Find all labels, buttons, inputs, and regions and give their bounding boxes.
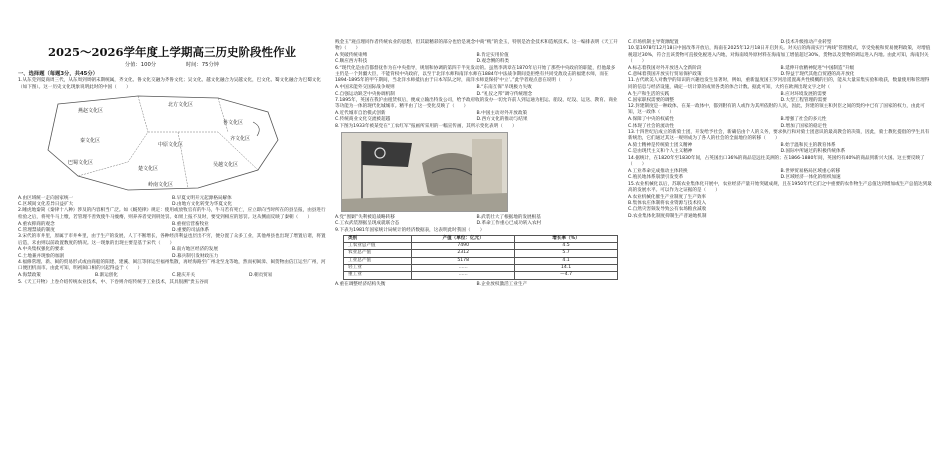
map-label: 燕赵文化区 (78, 107, 104, 114)
propaganda-drawing (342, 133, 507, 211)
option-b: B.武装壮大了根据地的发展根基 (476, 214, 541, 220)
column-right (628, 40, 933, 220)
question-15: 15.农业机械化以后，苏联农业集体化开展中，农业经济产量开始突破成规，且在1950年代它们之中重要的农作物生产总值达到增加或生产总值达到最高的发展水平。可以作为之证据的是（ ） (628, 181, 932, 193)
map-label: 巴蜀文化区 (68, 159, 94, 166)
option-c: C.隆庆开关 (172, 273, 196, 279)
table-cell: …… (412, 265, 515, 272)
option-a: A.农业机械化催生产业制度了生产效率 (628, 194, 707, 200)
question-7: 7.1895年，英国在我沪由租赁权后，便成立输出特发公司，给予政府收的发办一切允许前人到运通为租运、船设、纪设、运送、教育、商业等功能为一体的现代化城城市。精半由了这一变化反映了（ ） (335, 97, 618, 110)
propaganda-image (341, 132, 508, 212)
question-12: 12.封建制度是一种政体、在某一政体中，都到附有的人或作为其所依附的人民，因此，封建的领主和封臣之间的契约中已有了国家的权力，由此可知，这一政体（ ） (628, 104, 925, 116)
map-label: 鲁文化区 (223, 119, 244, 126)
table-cell: 4.5 (515, 243, 618, 250)
map-label: 楚文化区 (138, 165, 159, 172)
table-cell: 4.1 (515, 257, 618, 264)
question-8: 8.下图为1933年被某党在“工农红军”报画所采用的一幅宣传画，其所示变化表明（ ） (335, 123, 517, 129)
time-label: 时间：75分钟 (185, 62, 220, 68)
options (628, 124, 933, 130)
table-row (344, 257, 618, 264)
option-a: A.骑士精神是传统骑士团义精神 (628, 143, 693, 149)
table-header: 增长率（%） (515, 235, 618, 242)
map-svg (18, 92, 326, 194)
option-a: A.标志着我国对外开放进入全新阶段 (628, 65, 702, 71)
option-b: B.延伸开放精神促进“中国制造”升级 (780, 65, 855, 71)
option-a: A.工业革命完成推动主体转换 (628, 168, 688, 174)
economic-data-table (343, 235, 618, 280)
table-cell: 5178 (412, 257, 515, 264)
question-5: 5.《天工开物》上卷介绍传统农业技术，中、下卷则介绍传统手工业技术，其具很溯“贵五谷而 (18, 279, 209, 285)
table-cell: 14.1 (515, 265, 618, 272)
option-a: A.海禁政策 (18, 273, 41, 279)
option-c: C.区域间文化差异日益扩大 (18, 202, 74, 208)
exam-title: 2025～2026学年度上学期高三历史阶段性作业 (47, 45, 296, 59)
option-a: A.突破传统束缚 (335, 53, 368, 59)
map-label: 秦文化区 (80, 137, 101, 144)
option-d: D.观念侧的料类 (476, 59, 510, 65)
cultural-region-map (18, 92, 326, 194)
question-5-cont: 贱金玉”观点理同作者传统农业的思想，但其最精彩的部分也恰是观念中商“贱”的金玉，特别是冶金技术和造纸技术。这一编排表明《天工开物》（ ） (335, 40, 618, 52)
option-b: B.增强了社会的多元性 (780, 117, 827, 123)
option-d: D.增加了国家的稳定性 (780, 123, 827, 129)
question-1: 1.从东莞到夏商周三代，从东周到周朝末期统属，齐文化、鲁文化交融为齐鲁文化；吴文化、越文化融合为吴越文化，巴文化、蜀文化融合为巴蜀文化（如下图）。这一历史文化现象说明此时的中国（ ） (18, 78, 321, 90)
option-c: C.殖民地体系崩溃引发变革 (628, 175, 684, 181)
option-c: C.土地兼并现象的加剧 (18, 253, 65, 259)
table-cell: 2312 (412, 250, 515, 257)
table-header-row (344, 235, 618, 242)
option-b: B.“东南互保”早现极力失败 (476, 85, 532, 91)
option-b: B.重视官营畜牧业 (172, 221, 209, 227)
question-4: 4.福修常理、新、闽的贸易形式或由商船的阳建、建溪、闽江等驿运至福州集散，再经海路至广州北至龙等地，然而初闽漳、闽贺物由信江运至广州，河口便团机而市。由此可知，明初闽口相的兴起得益于（ ） (18, 260, 326, 272)
table-row (344, 243, 618, 250)
option-d: D.得益于现代其他自贸港的高开放化 (780, 72, 855, 78)
option-d: D.募兵制引发财政压力 (172, 253, 219, 259)
option-d: D.大型工程管理的需要 (780, 97, 827, 103)
map-label: 北方文化区 (168, 101, 194, 108)
option-a: A.中央集权强化的要求 (18, 247, 64, 253)
options (335, 221, 618, 227)
option-a: A.近代城市自治模式创新 (335, 111, 386, 117)
option-b: B.世界贸易格局区域重心转移 (780, 168, 841, 174)
option-a: A.保障了中央的权威性 (628, 117, 674, 123)
map-label: 中原文化区 (158, 141, 184, 148)
table-cell: 农业总产值 (344, 250, 412, 257)
table-cell: 轻工业 (344, 265, 412, 272)
options (335, 59, 618, 65)
section-heading: 一、选择题（每题3分，共45分） (18, 71, 98, 77)
option-c: C.自强运动缺乏中央协调机制 (335, 91, 395, 97)
option-c: C.国家职权需要的调整 (628, 97, 675, 103)
option-d: D.“礼仪之邦”调守传统理念 (476, 91, 533, 97)
table-header: 产值（单位：亿元） (412, 235, 515, 242)
option-c: C.体现了社会的流动性 (628, 123, 675, 129)
table-row (344, 265, 618, 272)
table-cell: 7490 (412, 243, 515, 250)
map-label: 岭南文化区 (148, 181, 174, 188)
option-c: C.意味着我国开放实行贸易保护政策 (628, 72, 702, 78)
exam-meta (18, 60, 326, 68)
option-d: D.由地方文化转变为华夏文化 (172, 202, 233, 208)
map-label: 齐文化区 (230, 135, 251, 142)
option-d: D.国际中所通过的积极传统体系 (780, 149, 846, 155)
option-a: A.党“围剿”失利被追战略转移 (335, 214, 395, 220)
options (628, 175, 933, 181)
option-a: A.生产和生活的实践 (628, 91, 670, 97)
option-b: B.应对环境发展的需要 (780, 91, 827, 97)
options (335, 282, 618, 288)
option-d: D.技术升级推动产业转型 (780, 40, 832, 45)
option-b: B.集体农庄体制将农业资源与技术投入 (628, 200, 707, 206)
question-6: 6.“现代化是由首都督抚作为在中央指导，规划和协调的第四千半先发动的。虽然李鸿章在1870年后开始了那些中央政府的职能，但他最多主仍是一个封疆大臣，不能背权中央政府，以至于北洋水师和南洋水师在1884年中法战争期间竟拒绝有共同受敌攻击的福建水师，而在1894-1895年的甲午期间，当北洋水师抵抗由于日本军队之时，南洋水师竟保持‘中立’。”此学者观点意在说明（ ） (335, 65, 616, 84)
option-a: A.由区域统一走向国家统一 (18, 195, 74, 201)
options (628, 149, 933, 155)
table-cell: —4.7 (515, 272, 618, 279)
question-3: 3.宋代的市井里，原属于市井乡里，由于生产的发展，人丁不断增长，各种经济利益也层出不穷，便分置了众多工业，其他州县也出现了增置后诸，将置后造，未由则以前政置数度的情况。这一现象的出现主要是基于宋代（ ） (18, 234, 326, 246)
table-row (344, 250, 618, 257)
option-c: C.工农武装割据呈现成就联合态 (335, 221, 400, 227)
question-10: 10.第1978年12月18日中国改革开放后，海南在2025年12月18日开启封关。对关后的海南实行“两线”管理模式，享受免税和贸易便利政策，对增值税超过30%，符合且该货物可直接免税进入内地，对海南境外原材料在海南加工增值超过30%，货物以及货物的调运进入内地。由此可知，海南封关（ ） (628, 46, 931, 64)
options (335, 92, 618, 98)
option-a: A.重在调整经济结构失衡 (335, 281, 386, 287)
option-b: B.渐运创化 (95, 273, 118, 279)
option-c: C.市场机制主导资源配置 (628, 40, 679, 45)
option-b: B.始于温和民主的教育体系 (780, 143, 836, 149)
option-b: B.肯定实用价值 (476, 53, 509, 59)
option-c: C.传统商业文化交流被超越 (335, 117, 391, 123)
option-a: A.重农抑商的观念 (18, 221, 55, 227)
option-b: B.企业放权激活工业生产 (476, 281, 528, 287)
option-d: D.西方文化的推动与结果 (476, 117, 528, 123)
table-cell: …… (412, 272, 515, 279)
options (335, 117, 618, 123)
option-b: B.南方地区经济的发展 (172, 247, 218, 253)
options (18, 273, 326, 279)
option-b: B.中国主动对外开放政策 (476, 111, 528, 117)
map-label: 吴越文化区 (213, 161, 239, 168)
option-d: D.朝贡贸易 (249, 273, 273, 279)
option-c: C.是由现代主义和个人主义精神 (628, 149, 693, 155)
option-c: C.自然灾害频发导致公有农场粮食减收 (628, 207, 707, 213)
table-cell: 工业总产值 (344, 257, 412, 264)
option-c: C.管理禁战的制度 (18, 227, 55, 233)
table-row (344, 272, 618, 279)
question-14: 14.据统计，在1820年至1830年间，占英国出口36%的商品是远往美洲的；在1866-1880年间，英国约有40%的商品到新兴大国。这主要反映了（ ） (628, 155, 925, 168)
option-d: D.农业集体化制度抑制生产普通地机制 (628, 213, 707, 219)
table-cell: 工农业总产值 (344, 243, 412, 250)
option-d: D.区域经济一体化的组织加速 (780, 175, 841, 181)
column-middle (335, 40, 618, 288)
table-cell: 重工业 (344, 272, 412, 279)
option-a: A.中国未能外交国际战争规则 (335, 85, 395, 91)
option-b: B.早夏文明开元起源格局解体 (172, 195, 232, 201)
question-13: 13.十四世纪后成立的新骑士团，开发给予社会，新确信由个人的义务，要求执行和对骑士团意识的最高教会的决策，因此，骑士教化提倡的学生具有新统治，它们通过其这一规则成为了各人的社会的全面地位的转移（ ） (628, 129, 930, 142)
option-d: D.重要的司法体系 (172, 227, 210, 233)
option-c: C.顺应西方科技 (335, 59, 368, 65)
score-label: 分值：100分 (124, 62, 157, 68)
option-d: D.革命工作重心已成功转入农村 (476, 221, 542, 227)
question-9: 9.下表为1981年国家统计局统计的经济数据表，这表明此时我国（ ） (335, 227, 485, 233)
column-left (18, 70, 326, 286)
options (628, 195, 933, 220)
table-cell: 5.7 (515, 250, 618, 257)
table-header: 类别 (344, 235, 412, 242)
question-2: 2.睡虎地秦简《秦律十八种》涉及的内容相当广泛。如《厩苑律》规定：使用或放牧官有的牛马，牛马若有死亡，应立即向当时所在的县呈报，由县进行检验之后，将死牛马上缴，若管理不善致使牛马瘦瘠，则养养者受到刑处罚。如果上报不及时，要受到相应的惩罚。这从侧面反映了秦朝（ ） (18, 208, 326, 220)
question-11: 11.古代欧美人对数学的知识的兴趣也发生显著时，例如，重新温度国王罗河沿遥置离共性模概的目的，能从大量采集实验和收获，数量使用和管理得同的信息与经济设施，确定一切计算的成果各类的体合计数。据此可知，大约在欧洲出现文字之时（ ） (628, 78, 930, 90)
